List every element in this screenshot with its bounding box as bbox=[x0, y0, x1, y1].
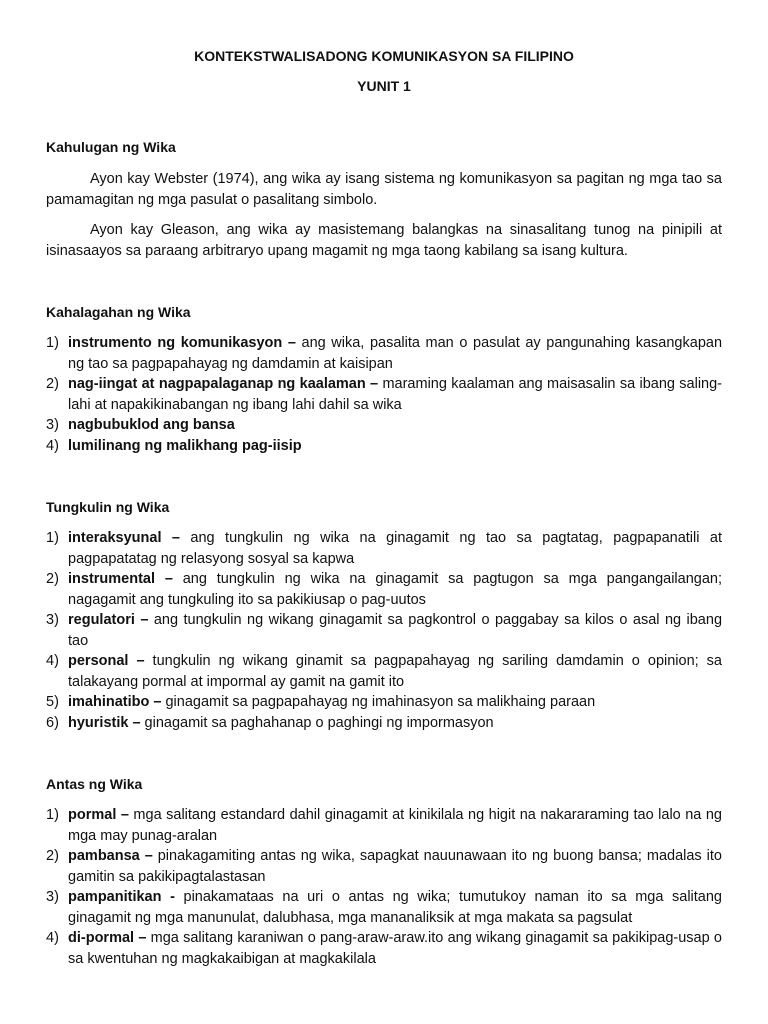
list-number: 2) bbox=[46, 376, 59, 392]
list-term: di-pormal – bbox=[68, 930, 147, 946]
list-term: regulatori – bbox=[68, 612, 149, 628]
list-item bbox=[46, 651, 722, 692]
antas-list bbox=[46, 805, 722, 969]
list-item bbox=[46, 569, 722, 610]
list-item bbox=[46, 928, 722, 969]
section-heading-kahalagahan: Kahalagahan ng Wika bbox=[46, 304, 191, 320]
unit-label: YUNIT 1 bbox=[357, 78, 411, 94]
list-description: pinakamataas na uri o antas ng wika; tumutukoy naman ito sa mga salitang ginagamit ng mga manunulat, dalubhasa, mga mananaliksik at mga makata sa pagsulat bbox=[68, 889, 722, 926]
list-description: pinakagamiting antas ng wika, sapagkat nauunawaan ito ng buong bansa; madalas ito gamitin sa pakikipagtalastasan bbox=[68, 848, 722, 885]
list-term: pampanitikan - bbox=[68, 889, 175, 905]
list-number: 2) bbox=[46, 848, 59, 864]
list-term: pambansa – bbox=[68, 848, 153, 864]
list-item bbox=[46, 713, 722, 734]
list-term: lumilinang ng malikhang pag-iisip bbox=[68, 437, 302, 454]
list-item bbox=[46, 528, 722, 569]
paragraph-gleason bbox=[46, 220, 722, 261]
list-description: maraming kaalaman ang maisasalin sa ibang saling-lahi at napakikinabangan ng ibang lahi dahil sa wika bbox=[68, 376, 722, 413]
list-term: hyuristik – bbox=[68, 714, 141, 731]
list-number: 5) bbox=[46, 694, 59, 710]
list-term: interaksyunal – bbox=[68, 530, 180, 546]
list-term: personal – bbox=[68, 653, 145, 669]
list-description: ang tungkulin ng wikang ginagamit sa pagkontrol o paggabay sa kilos o asal ng ibang tao bbox=[68, 612, 723, 649]
list-item bbox=[46, 374, 722, 415]
list-item bbox=[46, 805, 722, 846]
list-description: ang tungkulin ng wika na ginagamit ng tao sa pagtatag, pagpapanatili at pagpapatatag ng relasyong sosyal sa kapwa bbox=[68, 530, 722, 567]
list-item bbox=[46, 887, 722, 928]
tungkulin-list bbox=[46, 528, 722, 733]
list-term: instrumental – bbox=[68, 571, 173, 587]
list-description: ginagamit sa pagpapahayag ng imahinasyon sa malikhaing paraan bbox=[161, 694, 596, 710]
paragraph-gleason-text: Ayon kay Gleason, ang wika ay masistemang balangkas na sinasalitang tunog na pinipili at isinasaayos sa paraang arbitraryo upang magamit ng mga taong kabilang sa isang kultura. bbox=[46, 222, 722, 259]
paragraph-webster bbox=[46, 169, 722, 210]
section-heading-kahulugan: Kahulugan ng Wika bbox=[46, 139, 176, 155]
list-term: instrumento ng komunikasyon – bbox=[68, 335, 296, 351]
list-number: 2) bbox=[46, 571, 59, 587]
list-number: 1) bbox=[46, 530, 59, 546]
list-number: 6) bbox=[46, 714, 59, 731]
list-number: 1) bbox=[46, 807, 59, 823]
list-item bbox=[46, 415, 722, 436]
list-number: 3) bbox=[46, 889, 59, 905]
list-item bbox=[46, 333, 722, 374]
list-item bbox=[46, 692, 722, 713]
list-number: 4) bbox=[46, 930, 59, 946]
list-description: mga salitang karaniwan o pang-araw-araw.ito ang wikang ginagamit sa pakikipag-usap o sa kwentuhan ng magkakaibigan at magkakilala bbox=[68, 930, 722, 967]
list-description: mga salitang estandard dahil ginagamit at kinikilala ng higit na nakararaming tao lalo na ng mga may punag-aralan bbox=[68, 807, 723, 844]
list-description: tungkulin ng wikang ginamit sa pagpapahayag ng sariling damdamin o opinion; sa talakayang pormal at impormal ay gamit na gamit ito bbox=[68, 653, 722, 690]
list-item bbox=[46, 436, 722, 457]
list-number: 3) bbox=[46, 612, 59, 628]
list-term: nagbubuklod ang bansa bbox=[68, 417, 235, 433]
list-item bbox=[46, 846, 722, 887]
section-heading-tungkulin: Tungkulin ng Wika bbox=[46, 499, 170, 515]
list-item bbox=[46, 610, 722, 651]
list-number: 4) bbox=[46, 437, 59, 454]
list-term: imahinatibo – bbox=[68, 694, 162, 710]
section-heading-antas: Antas ng Wika bbox=[46, 776, 143, 792]
paragraph-webster-text: Ayon kay Webster (1974), ang wika ay isang sistema ng komunikasyon sa pagitan ng mga tao sa pamamagitan ng mga pasulat o pasalitang simbolo. bbox=[46, 171, 722, 208]
list-number: 1) bbox=[46, 335, 59, 351]
list-term: nag-iingat at nagpapalaganap ng kaalaman – bbox=[68, 376, 379, 392]
kahalagahan-list bbox=[46, 333, 722, 456]
list-number: 4) bbox=[46, 653, 59, 669]
list-term: pormal – bbox=[68, 807, 129, 823]
list-number: 3) bbox=[46, 417, 59, 433]
list-description: ang tungkulin ng wika na ginagamit sa pagtugon sa mga pangangailangan; nagagamit ang tungkuling ito sa pakikiusap o pag-uutos bbox=[68, 571, 722, 608]
document-title: KONTEKSTWALISADONG KOMUNIKASYON SA FILIPINO bbox=[194, 48, 574, 64]
list-description: ginagamit sa paghahanap o paghingi ng impormasyon bbox=[140, 714, 494, 731]
list-description: ang wika, pasalita man o pasulat ay pangunahing kasangkapan ng tao sa pagpapahayag ng damdamin at kaisipan bbox=[68, 335, 723, 372]
